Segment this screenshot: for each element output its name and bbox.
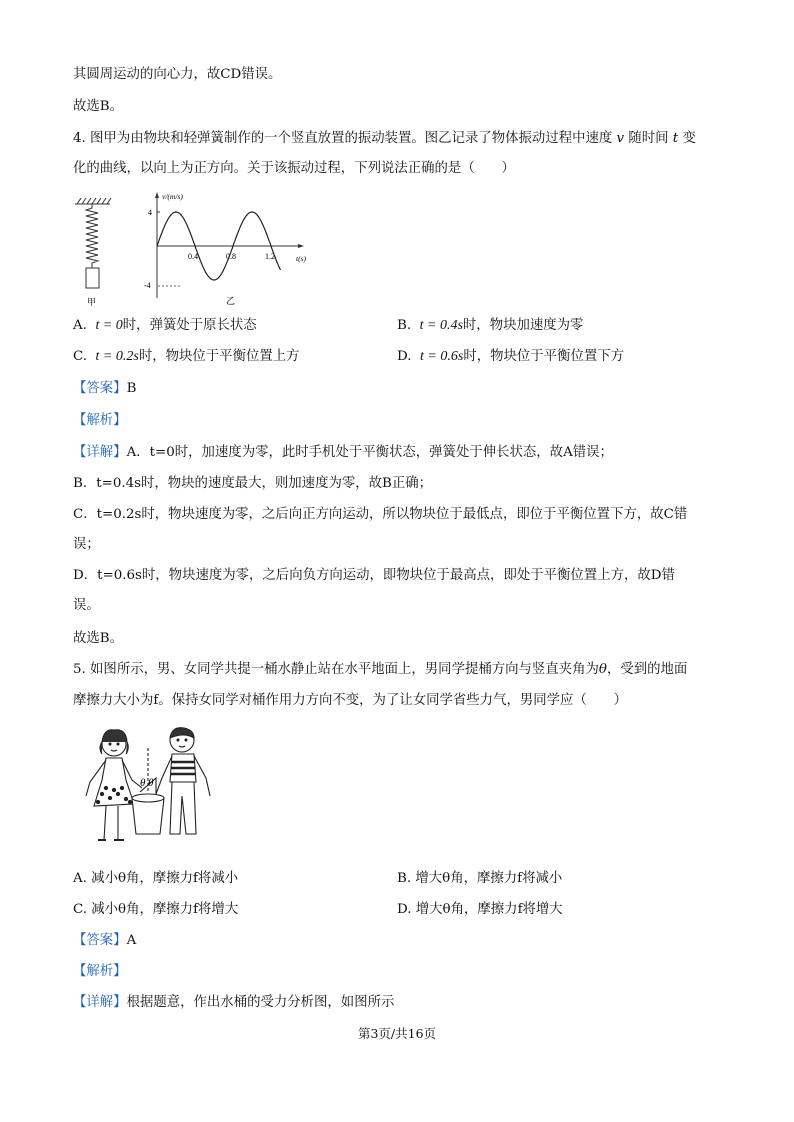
option-letter: D. [397, 349, 412, 364]
figure-students-bucket [72, 722, 222, 850]
option-letter: A. [73, 318, 87, 333]
stem-part: 随时间 [624, 131, 673, 146]
option-math: t = 0.4s [419, 318, 463, 333]
figure-spring-graph [70, 190, 320, 310]
option-text: 时，物块位于平衡位置上方 [138, 349, 300, 364]
q4-detail-3: C．t=0.2s时，物块速度为零，之后向正方向运动，所以物块位于最低点，即位于平衡位置下方，故C错 [73, 507, 688, 522]
question-4-stem [73, 130, 696, 148]
q4-detail-1 [73, 444, 613, 462]
spring [86, 204, 98, 268]
answer-label: 【答案】 [73, 933, 127, 948]
q5-option-b[interactable]: B. 增大θ角，摩擦力f将减小 [397, 871, 563, 886]
q5-option-a[interactable]: A. 减小θ角，摩擦力f将减小 [73, 871, 239, 886]
q5-option-d[interactable]: D. 增大θ角，摩擦力f将增大 [397, 902, 563, 917]
y-axis-arrow [155, 192, 159, 198]
q5-detail [73, 994, 394, 1012]
q4-detail-4: D．t=0.6s时，物块速度为零，之后向负方向运动，即物块位于最高点，即处于平衡位置上方，故D错 [73, 568, 675, 583]
detail-label: 【详解】 [73, 445, 127, 460]
stem-part: 4. 图甲为由物块和轻弹簧制作的一个竖直放置的振动装置。图乙记录了物体振动过程中速度 [73, 131, 617, 146]
x-tick-12: 1.2 [265, 252, 275, 261]
option-math: t = 0.6s [420, 349, 464, 364]
option-text: 时，弹簧处于原长状态 [122, 318, 257, 333]
option-math: t = 0.2s [95, 349, 139, 364]
q4-option-b[interactable] [397, 317, 583, 335]
answer-label: 【答案】 [73, 381, 127, 396]
y-axis-label: v/(m/s) [162, 192, 183, 201]
detail-label: 【详解】 [73, 995, 127, 1010]
q4-answer [73, 380, 136, 398]
detail-text: 根据题意，作出水桶的受力分析图，如图所示 [126, 995, 395, 1010]
question-5-stem-cont: 摩擦力大小为f。保持女同学对桶作用力方向不变，为了让女同学省些力气，男同学应（ ） [73, 693, 627, 708]
q5-answer [73, 932, 136, 950]
question-5-stem [73, 661, 687, 679]
x-tick-08: 0.8 [226, 252, 236, 261]
var-theta: θ [598, 662, 607, 677]
var-t: t [672, 131, 679, 146]
detail-text: A．t=0时，加速度为零，此时手机处于平衡状态，弹簧处于伸长状态，故A错误； [126, 445, 613, 460]
q4-analysis-label: 【解析】 [73, 413, 127, 428]
stem-part: 5. 如图所示，男、女同学共提一桶水静止站在水平地面上，男同学提桶方向与竖直夹角为 [73, 662, 599, 677]
label-yi: 乙 [226, 296, 236, 306]
label-jia: 甲 [87, 297, 97, 307]
option-text: 时，物块加速度为零 [462, 318, 584, 333]
q5-option-c[interactable]: C. 减小θ角，摩擦力f将增大 [73, 902, 239, 917]
q4-detail-5: 故选B。 [73, 631, 124, 646]
stem-part: 变 [678, 131, 696, 146]
option-math: t = 0 [95, 318, 123, 333]
option-letter: B. [397, 318, 412, 333]
page-footer: 第3页/共16页 [357, 1026, 437, 1041]
stem-part: ，受到的地面 [606, 662, 688, 677]
block [86, 268, 99, 288]
option-letter: C. [73, 349, 88, 364]
q4-option-a[interactable] [73, 317, 257, 335]
q4-detail-4b: 误。 [73, 598, 100, 613]
q4-detail-3b: 误； [73, 537, 100, 552]
y-tick-4: 4 [148, 208, 152, 217]
var-v: v [616, 131, 625, 146]
y-tick-neg4: -4 [144, 281, 151, 290]
option-text: 时，物块位于平衡位置下方 [463, 349, 625, 364]
x-axis-label: t(s) [296, 254, 306, 263]
x-axis-arrow [298, 244, 304, 248]
ceiling-hatch [75, 198, 111, 204]
x-tick-04: 0.4 [188, 252, 198, 261]
text-line: 其圆周运动的向心力，故CD错误。 [73, 67, 282, 82]
q4-option-c[interactable] [73, 348, 300, 366]
question-4-stem-cont: 化的曲线，以向上为正方向。关于该振动过程，下列说法正确的是（ ） [73, 161, 515, 176]
answer-value: B [126, 381, 137, 396]
q4-detail-2: B．t=0.4s时，物块的速度最大，则加速度为零，故B正确； [73, 476, 433, 491]
answer-value: A [126, 933, 137, 948]
text-line: 故选B。 [73, 99, 124, 114]
bucket [132, 798, 164, 834]
q4-option-d[interactable] [397, 348, 624, 366]
theta-label: θ θ [140, 777, 154, 789]
q5-analysis-label: 【解析】 [73, 964, 127, 979]
